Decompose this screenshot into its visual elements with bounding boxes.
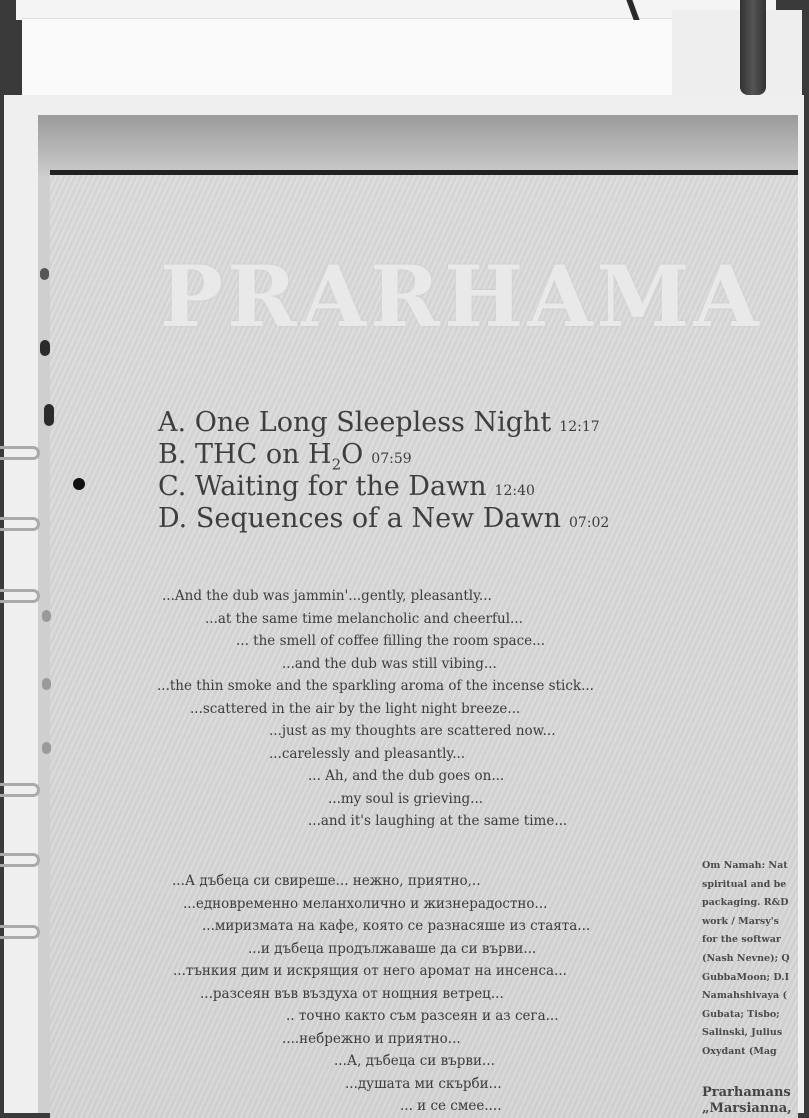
- track-duration: 07:02: [568, 515, 610, 531]
- poem-line: ...тънкия дим и искрящия от него аромат на инсенса...: [173, 963, 567, 979]
- track-title: Sequences of a New Dawn: [195, 503, 561, 534]
- binder-ring: [0, 925, 40, 939]
- poem-line: ...at the same time melancholic and cheerful...: [205, 610, 523, 627]
- binder-dot: [73, 478, 85, 490]
- credits-bottom-line: Prarhamans: [702, 1085, 791, 1100]
- credits-line: Namahshivaya (: [702, 990, 787, 1002]
- credits-line: work / Marsy's: [702, 915, 779, 927]
- credits-bottom: [702, 1085, 798, 1117]
- poem-line: ...carelessly and pleasantly...: [269, 745, 466, 762]
- track-title: THC on H: [195, 439, 332, 470]
- track-duration: 12:17: [559, 419, 600, 435]
- punch-hole: [42, 610, 51, 622]
- poem-bulgarian: [50, 870, 590, 1118]
- track-side: A.: [158, 407, 187, 438]
- track-duration: 07:59: [371, 451, 412, 467]
- track-side: C.: [158, 471, 187, 502]
- track-c: [158, 471, 609, 503]
- poem-line: ...А, дъбеца си върви...: [334, 1053, 495, 1069]
- track-d: [158, 503, 609, 535]
- poem-line: ...And the dub was jammin'...gently, pleasantly...: [162, 588, 492, 604]
- track-duration: 12:40: [494, 483, 535, 499]
- credits-line: (Nash Nevne); Q: [702, 952, 790, 964]
- poem-line: ....небрежно и приятно...: [282, 1030, 461, 1047]
- track-b: [158, 439, 609, 474]
- punch-hole: [42, 678, 51, 690]
- track-a: [158, 407, 609, 439]
- credits-line: GubbaMoon; D.I: [702, 971, 790, 983]
- poem-line: ...едновременно меланхолично и жизнерадостно...: [183, 895, 548, 912]
- poem-line: ...и дъбеца продължаваше да си върви...: [248, 940, 537, 957]
- credits-line: for the softwar: [702, 934, 781, 946]
- punch-hole: [42, 742, 51, 754]
- poem-line: .. точно както съм разсеян и аз сега...: [286, 1008, 559, 1024]
- binder-ring: [0, 853, 40, 867]
- credits-line: Oxydant (Mag: [702, 1045, 777, 1057]
- poem-line: ...just as my thoughts are scattered now...: [269, 723, 556, 739]
- punch-hole: [40, 268, 49, 280]
- top-paper-sheet: [16, 0, 776, 20]
- poem-line: ...and the dub was still vibing...: [282, 655, 497, 672]
- credits-line: packaging. R&D: [702, 897, 789, 909]
- binder-ring: [0, 783, 40, 797]
- punch-hole: [40, 340, 50, 356]
- binder-ring: [0, 446, 40, 460]
- credits-line: Gubata; Tisbo;: [702, 1008, 780, 1020]
- track-title: Waiting for the Dawn: [194, 471, 487, 502]
- album-title: PRARHAMA: [160, 247, 763, 346]
- tassel: [740, 0, 766, 95]
- poem-line: ...my soul is grieving...: [328, 790, 484, 807]
- track-title-subscript: 2: [331, 455, 342, 474]
- top-paper-sheet-lower: [22, 18, 672, 99]
- top-paper-sheet-right: [672, 10, 802, 98]
- poem-line: ...разсеян във въздуха от нощния ветрец...: [200, 985, 504, 1002]
- track-title-end: O: [341, 439, 364, 470]
- binder-ring: [0, 517, 40, 531]
- poem-english: [50, 585, 594, 833]
- tracklist: [158, 407, 609, 535]
- poem-line: ...and it's laughing at the same time...: [308, 813, 568, 829]
- punch-hole: [44, 404, 54, 426]
- printed-sheet: [50, 170, 798, 1118]
- credits-bottom-line: „Marsianna,: [702, 1101, 792, 1116]
- track-side: D.: [158, 503, 188, 534]
- poem-line: ...А дъбеца си свиреше... нежно, приятно,..: [172, 873, 481, 889]
- track-title: One Long Sleepless Night: [194, 407, 552, 438]
- credits-line: Salinski, Julius: [702, 1027, 783, 1039]
- credits-line: spiritual and be: [702, 878, 787, 890]
- binder-ring: [0, 589, 40, 603]
- track-side: B.: [158, 439, 187, 470]
- poem-line: ... и се смее....: [400, 1098, 502, 1114]
- poem-line: ...миризмата на кафе, която се разнасяше из стаята...: [202, 918, 591, 934]
- credits-column: [702, 857, 798, 1062]
- poem-line: ...душата ми скърби...: [345, 1075, 502, 1092]
- page-top-band: [38, 115, 798, 177]
- credits-line: Om Namah: Nat: [702, 860, 788, 871]
- poem-line: ...the thin smoke and the sparkling aroma of the incense stick...: [157, 678, 594, 694]
- poem-line: ... Ah, and the dub goes on...: [308, 768, 505, 784]
- poem-line: ...scattered in the air by the light night breeze...: [190, 700, 521, 717]
- poem-line: ... the smell of coffee filling the room space...: [236, 633, 546, 649]
